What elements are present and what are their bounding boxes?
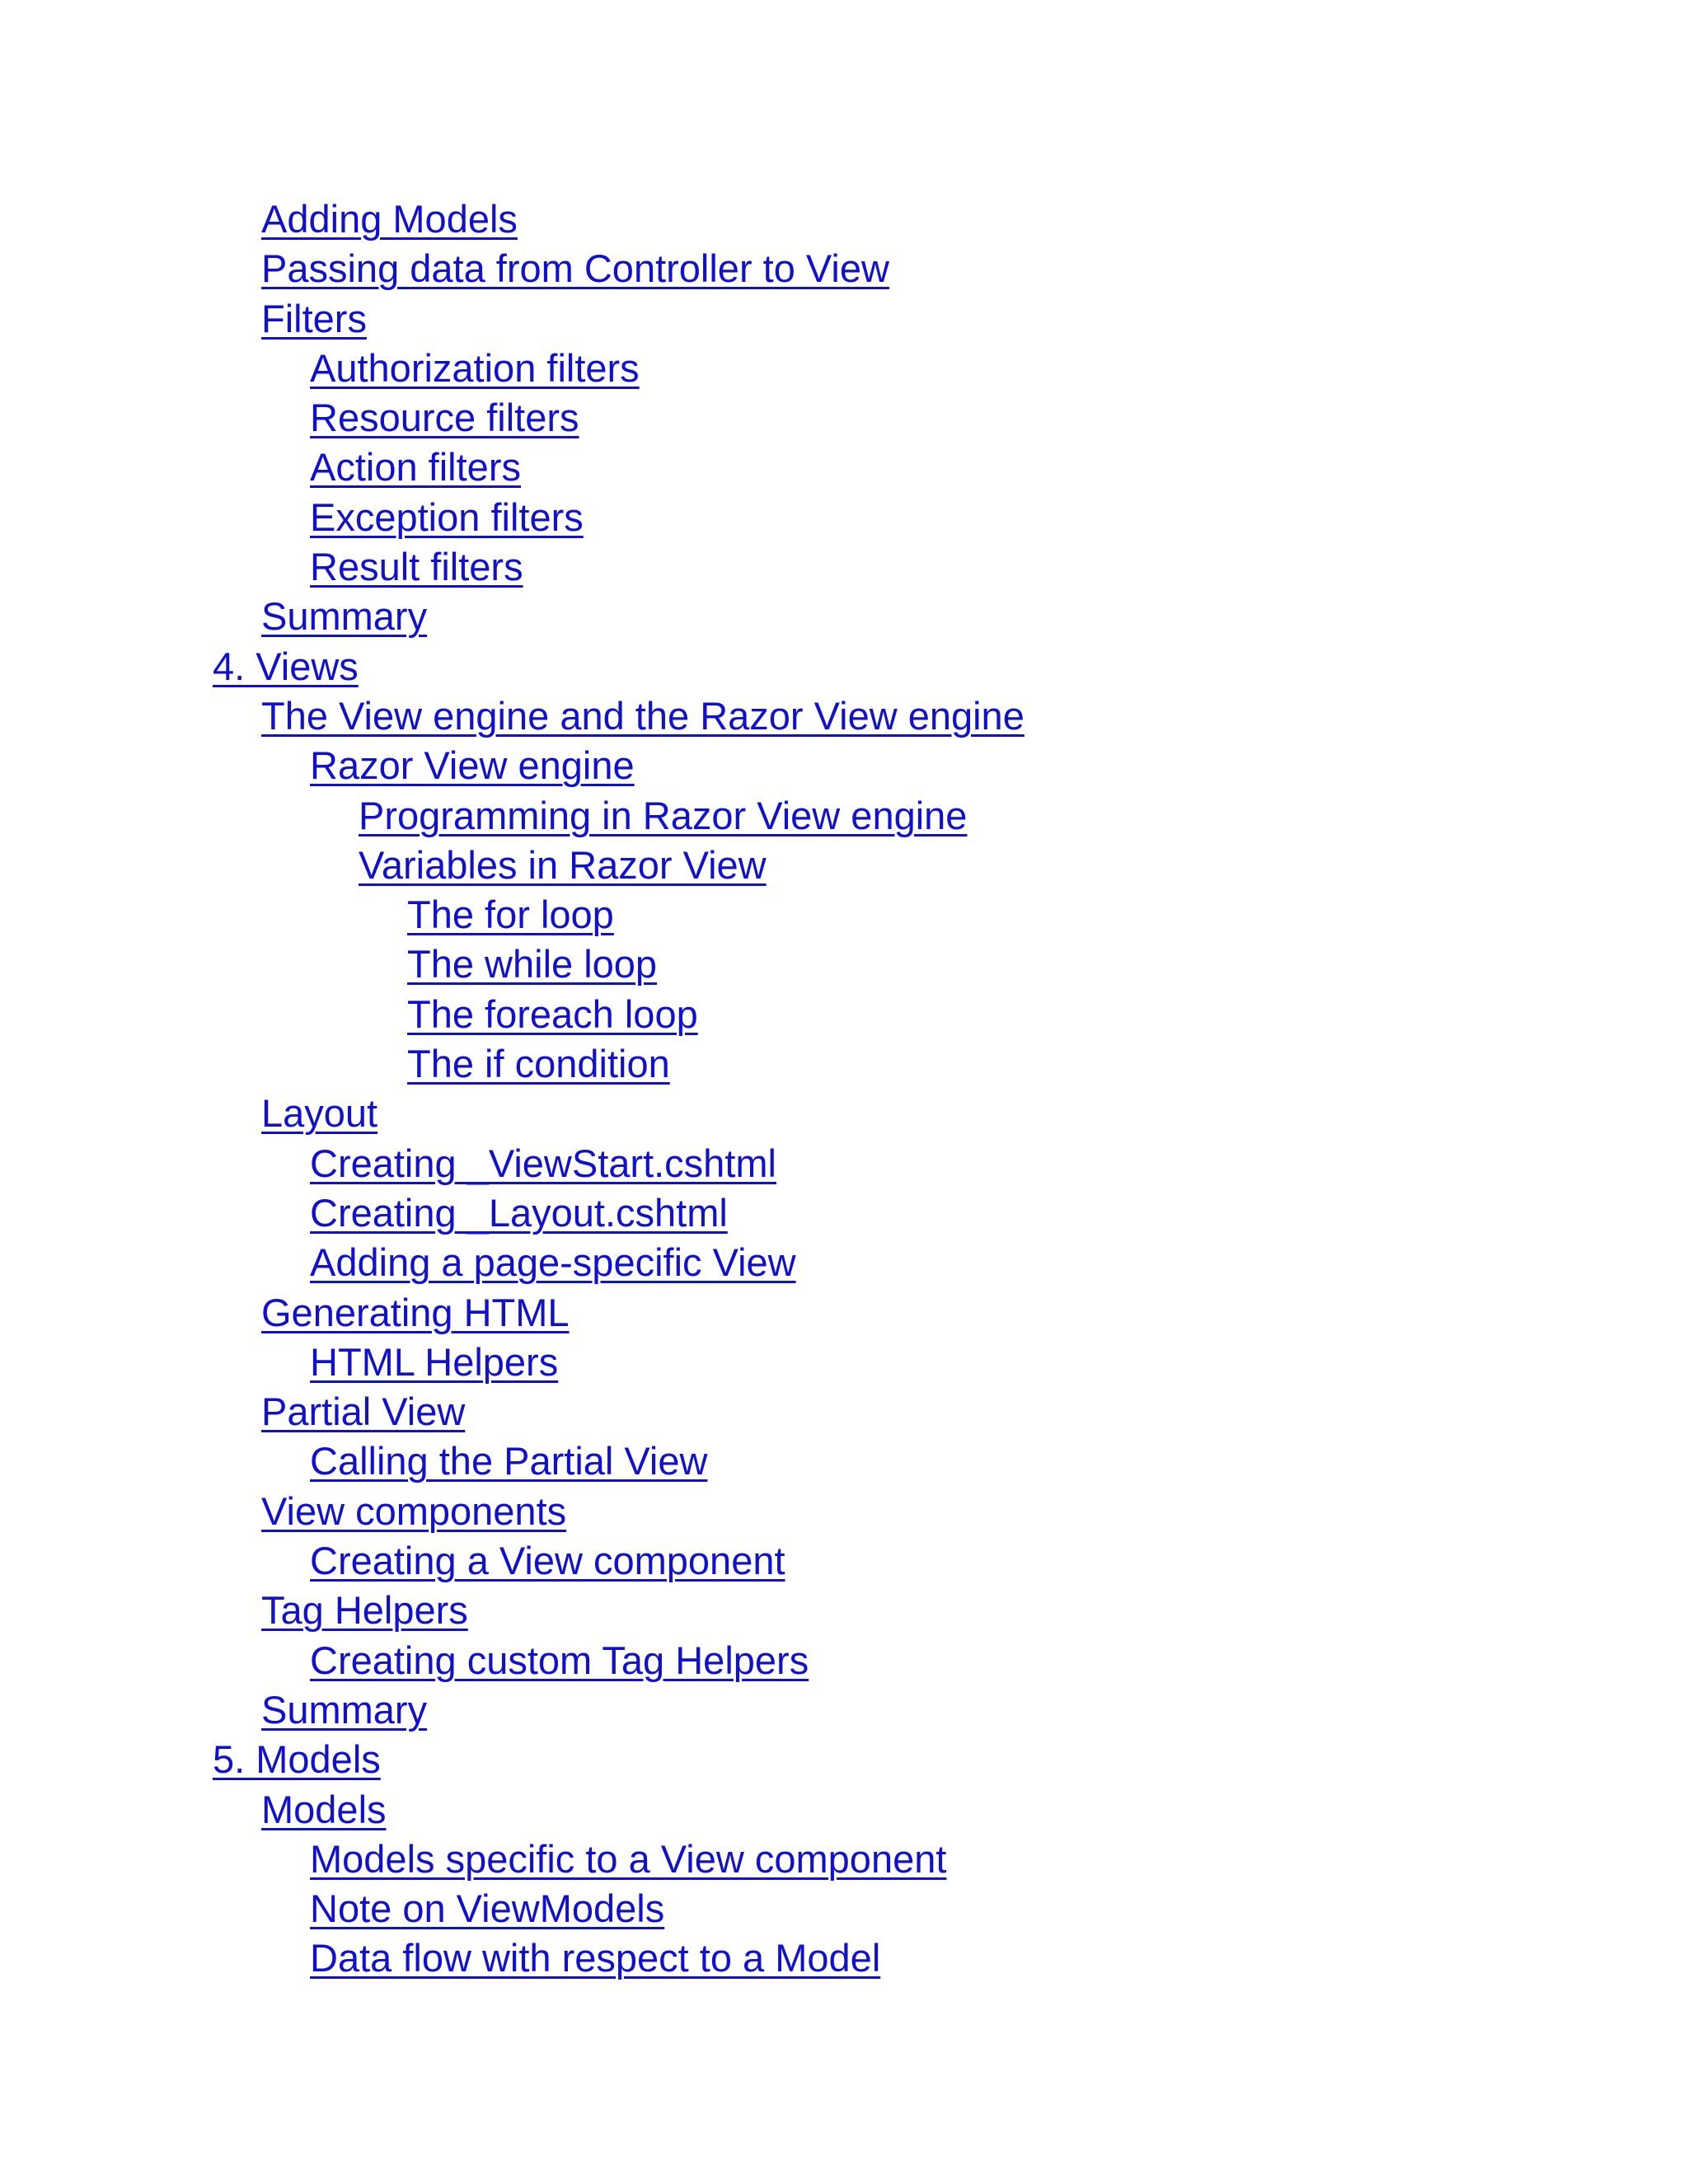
- toc-entry: [0, 393, 1688, 443]
- toc-entry: [0, 1933, 1688, 1983]
- toc-entry: [0, 1139, 1688, 1188]
- toc-link-layout[interactable]: Layout: [261, 1091, 378, 1136]
- toc-link-variables-razor[interactable]: Variables in Razor View: [359, 842, 767, 887]
- toc-link-filters[interactable]: Filters: [261, 296, 367, 340]
- toc-link-view-engine[interactable]: The View engine and the Razor View engine: [261, 693, 1025, 738]
- toc-link-html-helpers[interactable]: HTML Helpers: [310, 1339, 559, 1384]
- toc-entry: [0, 1636, 1688, 1685]
- toc-entry: [0, 691, 1688, 741]
- toc-link-authorization-filters[interactable]: Authorization filters: [310, 345, 640, 390]
- toc-link-summary-views[interactable]: Summary: [261, 1687, 428, 1732]
- toc-entry: [0, 1835, 1688, 1884]
- toc-entry: [0, 344, 1688, 393]
- toc-entry: [0, 1536, 1688, 1586]
- toc-entry: [0, 642, 1688, 691]
- toc-entry: [0, 1089, 1688, 1138]
- toc-entry: [0, 542, 1688, 592]
- toc-entry: [0, 1785, 1688, 1835]
- toc-entry: [0, 791, 1688, 841]
- toc-entry: [0, 841, 1688, 890]
- toc-entry: [0, 990, 1688, 1039]
- toc-entry: [0, 244, 1688, 293]
- toc-link-chapter-views[interactable]: 4. Views: [213, 644, 359, 688]
- toc-entry: [0, 1884, 1688, 1933]
- toc-link-creating-layout[interactable]: Creating _Layout.cshtml: [310, 1190, 728, 1235]
- toc-entry: [0, 1735, 1688, 1784]
- toc-entry: [0, 1288, 1688, 1338]
- toc-link-chapter-models[interactable]: 5. Models: [213, 1737, 381, 1782]
- toc-link-passing-data[interactable]: Passing data from Controller to View: [261, 246, 889, 291]
- toc-entry: [0, 1436, 1688, 1486]
- toc-link-while-loop[interactable]: The while loop: [407, 942, 658, 987]
- toc-entry: [0, 493, 1688, 542]
- toc-entry: [0, 1685, 1688, 1735]
- toc-entry: [0, 294, 1688, 344]
- toc-link-creating-viewstart[interactable]: Creating _ViewStart.cshtml: [310, 1141, 776, 1185]
- toc-link-summary[interactable]: Summary: [261, 594, 428, 639]
- toc-entry: [0, 1487, 1688, 1536]
- toc-link-result-filters[interactable]: Result filters: [310, 545, 523, 589]
- toc-entry: [0, 1387, 1688, 1436]
- toc-entry: [0, 1238, 1688, 1287]
- toc-link-action-filters[interactable]: Action filters: [310, 445, 521, 490]
- toc-link-foreach-loop[interactable]: The foreach loop: [407, 991, 698, 1036]
- toc-link-if-condition[interactable]: The if condition: [407, 1042, 670, 1086]
- toc-link-custom-tag-helpers[interactable]: Creating custom Tag Helpers: [310, 1638, 809, 1682]
- toc-link-models[interactable]: Models: [261, 1787, 387, 1831]
- toc-link-calling-partial-view[interactable]: Calling the Partial View: [310, 1439, 708, 1483]
- toc-link-page-specific-view[interactable]: Adding a page-specific View: [310, 1240, 796, 1285]
- toc-entry: [0, 1039, 1688, 1089]
- toc-link-for-loop[interactable]: The for loop: [407, 893, 614, 937]
- toc-entry: [0, 1188, 1688, 1238]
- toc-link-tag-helpers[interactable]: Tag Helpers: [261, 1588, 468, 1633]
- toc-link-data-flow-model[interactable]: Data flow with respect to a Model: [310, 1936, 881, 1980]
- toc-entry: [0, 741, 1688, 790]
- toc-link-resource-filters[interactable]: Resource filters: [310, 396, 579, 440]
- toc-entry: [0, 940, 1688, 989]
- toc-link-generating-html[interactable]: Generating HTML: [261, 1290, 570, 1334]
- toc-link-models-view-component[interactable]: Models specific to a View component: [310, 1836, 947, 1881]
- toc-entry: [0, 1586, 1688, 1635]
- toc-entry: [0, 194, 1688, 244]
- toc-link-partial-view[interactable]: Partial View: [261, 1390, 466, 1434]
- toc-link-programming-razor[interactable]: Programming in Razor View engine: [359, 793, 968, 837]
- table-of-contents: [0, 194, 1688, 1984]
- toc-link-note-viewmodels[interactable]: Note on ViewModels: [310, 1886, 665, 1931]
- toc-link-exception-filters[interactable]: Exception filters: [310, 494, 584, 539]
- toc-link-adding-models[interactable]: Adding Models: [261, 197, 518, 241]
- toc-entry: [0, 592, 1688, 641]
- toc-link-creating-view-component[interactable]: Creating a View component: [310, 1539, 785, 1583]
- toc-link-view-components[interactable]: View components: [261, 1488, 567, 1533]
- toc-link-razor-view-engine[interactable]: Razor View engine: [310, 743, 635, 788]
- toc-entry: [0, 1338, 1688, 1387]
- toc-entry: [0, 890, 1688, 940]
- toc-entry: [0, 443, 1688, 492]
